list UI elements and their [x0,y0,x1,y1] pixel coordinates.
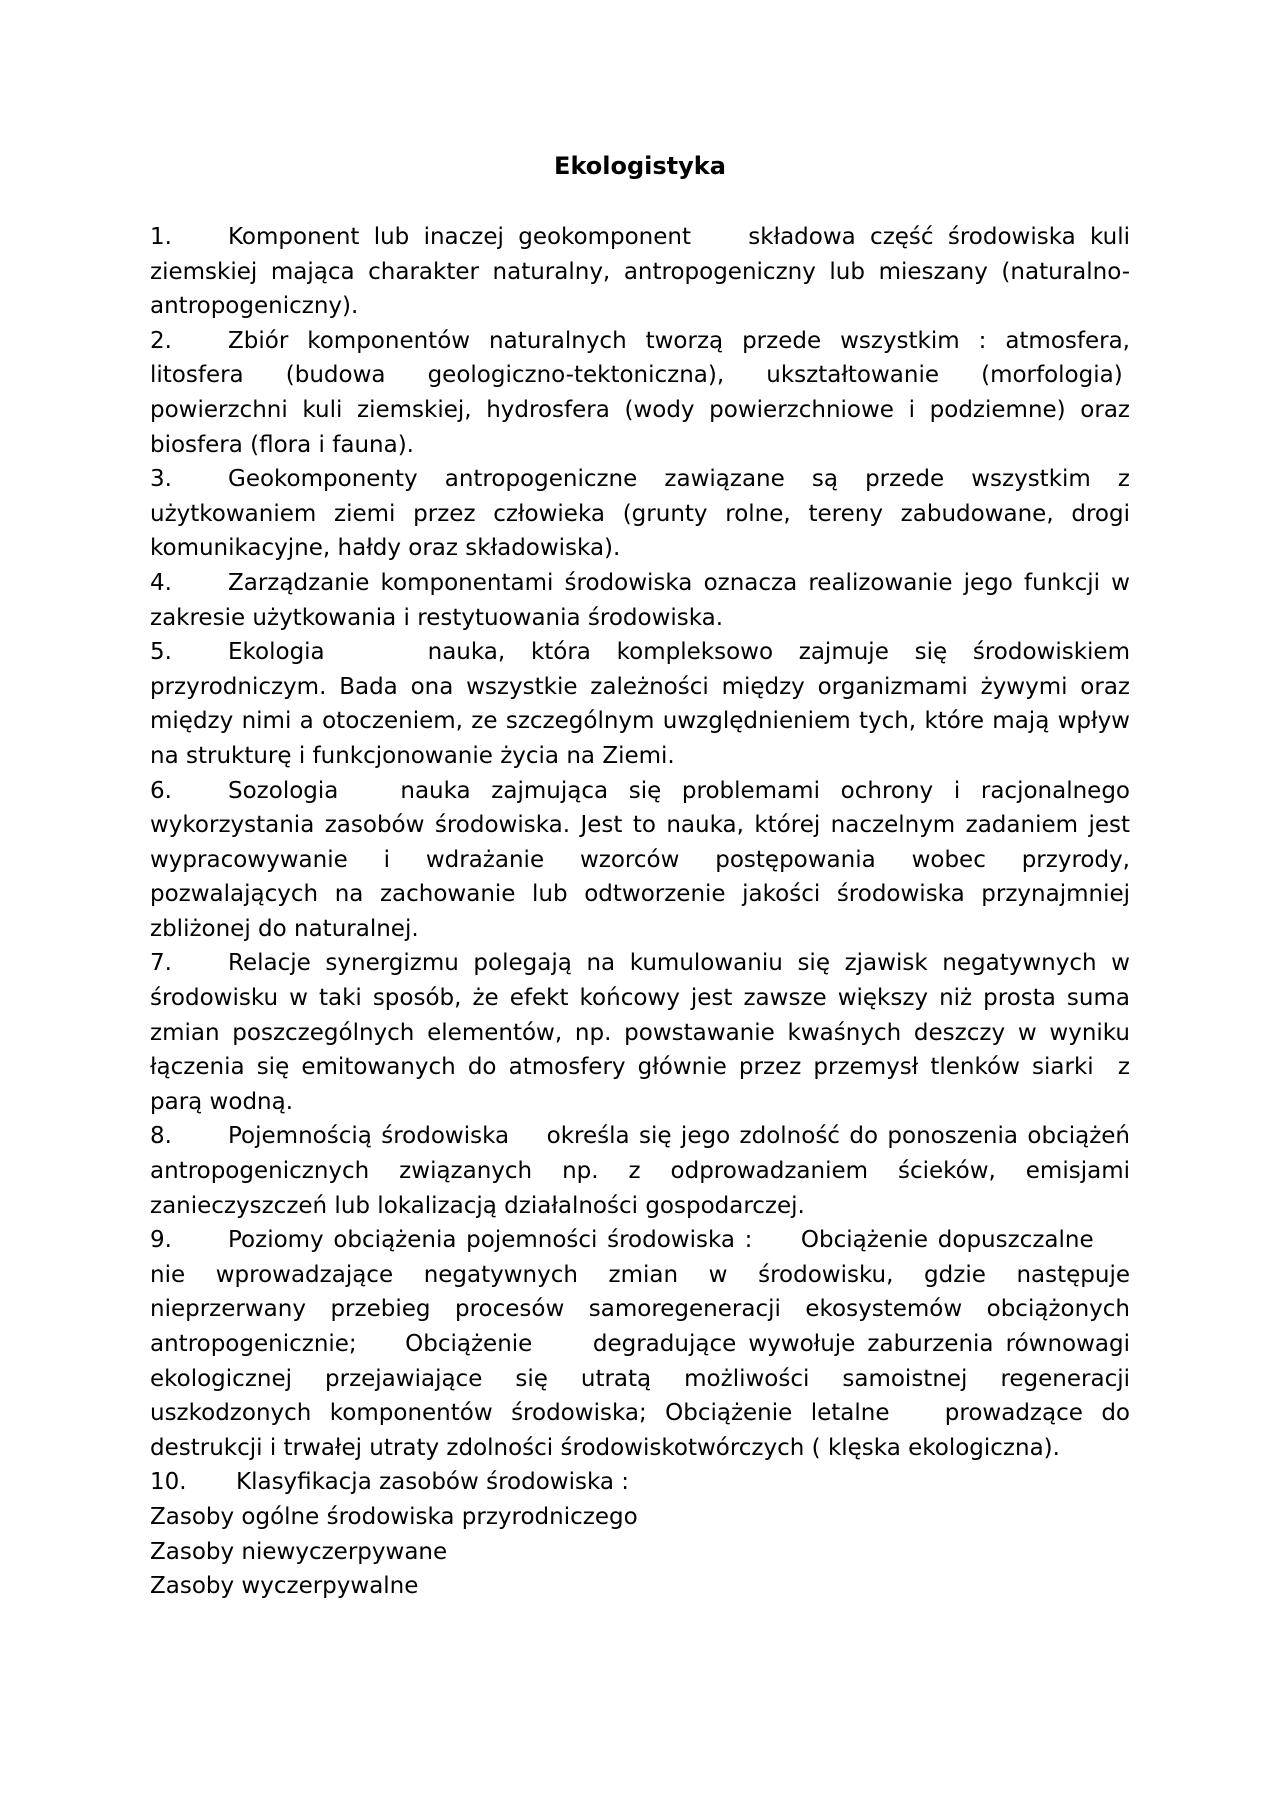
item-text: Poziomy obciążenia pojemności środowiska : Obciążenie dopuszczalne nie wprowadzające negatywnych zmian w środowisku, gdzie następuje nieprzerwany przebieg procesów samoregeneracji ekosystemów obciążonych antropogenicznie; Obciążenie degradujące wywołuje zaburzenia równowagi ekologicznej przejawiające się utratą możliwości samoistnej regeneracji uszkodzonych komponentów środowiska; Obciążenie letalne prowadzące do destrukcji i trwałej utraty zdolności środowiskotwórczych ( klęska ekologiczna). [150,1227,1130,1461]
item-text: Klasyfikacja zasobów środowiska : [236,1469,630,1496]
item-number: 2. [150,327,172,354]
definitions-list [150,220,1130,1500]
list-item [150,774,1130,947]
list-item [150,462,1130,566]
item-number: 3. [150,466,172,493]
item-text: Pojemnością środowiska określa się jego zdolność do ponoszenia obciążeń antropogenicznych związanych np. z odprowadzaniem ścieków, emisjami zanieczyszczeń lub lokalizacją działalności gospodarczej. [150,1123,1130,1219]
list-item [150,1223,1130,1465]
item-number: 1. [150,224,172,250]
item-text: Zarządzanie komponentami środowiska oznacza realizowanie jego funkcji w zakresie użytkowania i restytuowania środowiska. [150,569,1130,631]
item-text: Ekologia nauka, która kompleksowo zajmuje się środowiskiem przyrodniczym. Bada ona wszystkie zależności między organizmami żywymi oraz między nimi a otoczeniem, ze szczególnym uwzględnieniem tych, które mają wpływ na strukturę i funkcjonowanie życia na Ziemi. [150,639,1130,769]
list-item [150,324,1130,462]
item-number: 7. [150,950,172,977]
item-text: Komponent lub inaczej geokomponent składowa część środowiska kuli ziemskiej mająca charakter naturalny, antropogeniczny lub mieszany (naturalno-antropogeniczny). [150,224,1130,320]
list-item [150,635,1130,773]
document-page [150,150,1130,1604]
item-number: 4. [150,569,172,596]
item-text: Zbiór komponentów naturalnych tworzą przede wszystkim : atmosfera, litosfera (budowa geologiczno-tektoniczna), ukształtowanie (morfologia) powierzchni kuli ziemskiej, hydrosfera (wody powierzchniowe i podziemne) oraz biosfera (flora i fauna). [150,327,1130,458]
item-number: 10. [150,1469,187,1496]
list-item [150,220,1130,324]
list-item [150,1465,1130,1500]
item-number: 6. [150,777,172,804]
resource-line: Zasoby niewyczerpywane [150,1538,448,1565]
item-number: 5. [150,639,172,666]
list-item [150,946,1130,1119]
resource-line: Zasoby ogólne środowiska przyrodniczego [150,1503,638,1530]
list-item [150,1119,1130,1223]
item-number: 8. [150,1123,172,1150]
document-title: Ekologistyka [554,152,726,180]
item-text: Relacje synergizmu polegają na kumulowaniu się zjawisk negatywnych w środowisku w taki sposób, że efekt końcowy jest zawsze większy niż prosta suma zmian poszczególnych elementów, np. powstawanie kwaśnych deszczy w wyniku łączenia się emitowanych do atmosfery głównie przez przemysł tlenków siarki z parą wodną. [150,950,1130,1115]
item-text: Geokomponenty antropogeniczne zawiązane są przede wszystkim z użytkowaniem ziemi przez człowieka (grunty rolne, tereny zabudowane, drogi komunikacyjne, hałdy oraz składowiska). [150,466,1130,562]
resource-line: Zasoby wyczerpywalne [150,1573,419,1600]
item-text: Sozologia nauka zajmująca się problemami ochrony i racjonalnego wykorzystania zasobów środowiska. Jest to nauka, której naczelnym zadaniem jest wypracowywanie i wdrażanie wzorców postępowania wobec przyrody, pozwalających na zachowanie lub odtworzenie jakości środowiska przynajmniej zbliżonej do naturalnej. [150,777,1130,942]
list-item [150,566,1130,635]
item-number: 9. [150,1227,172,1254]
